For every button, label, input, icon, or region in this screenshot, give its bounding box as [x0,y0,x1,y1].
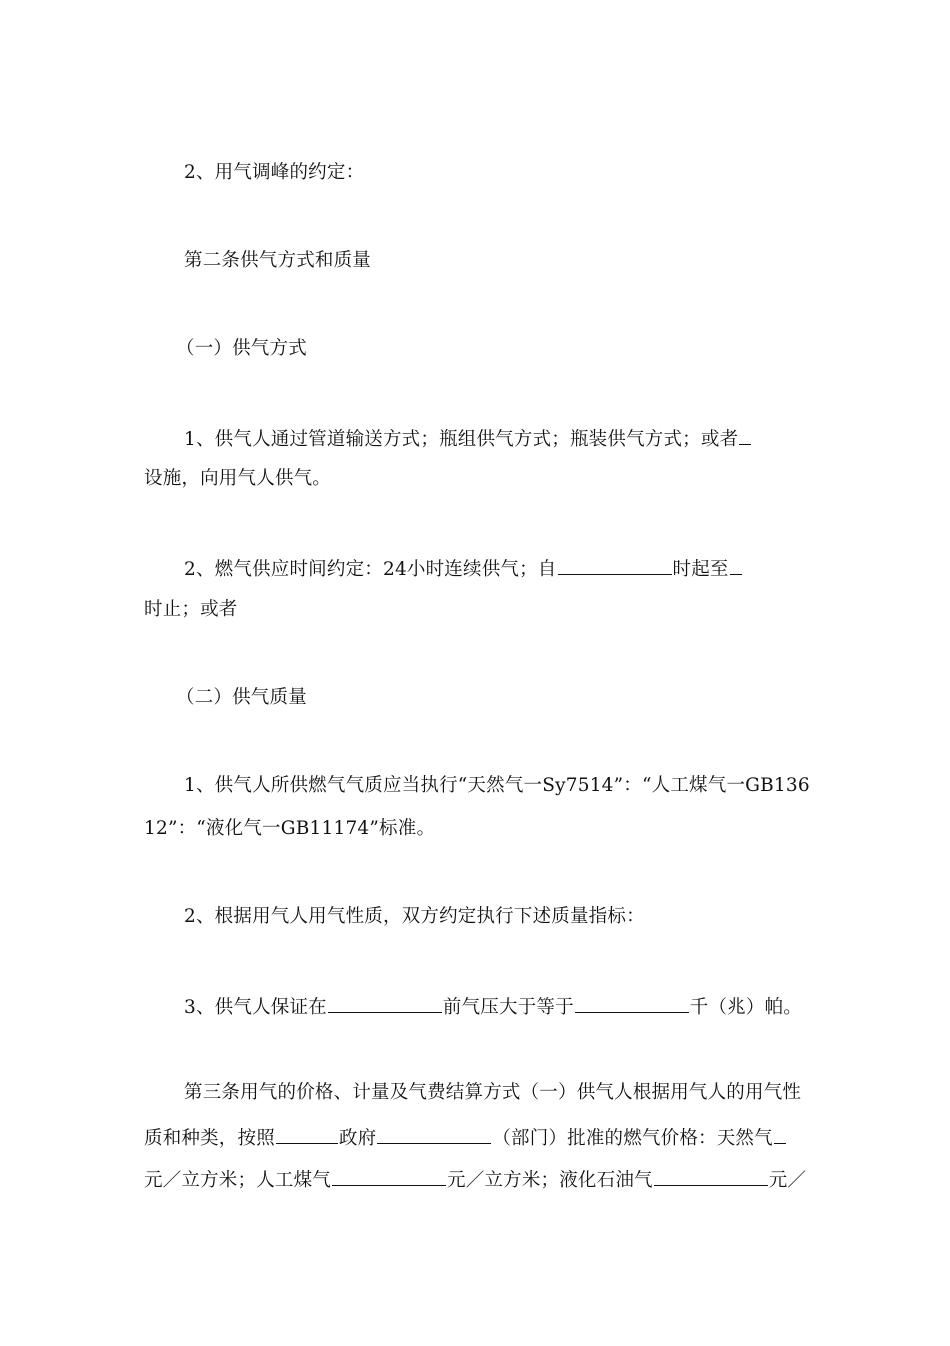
clause-pressure-text-c: 千（兆）帕。 [689,997,802,1018]
clause-supply-time-text-a: 2、燃气供应时间约定：24小时连续供气；自 [184,559,557,580]
fill-blank [730,555,742,575]
clause-peak-shaving-text: 2、用气调峰的约定： [184,162,365,183]
article-three-line3 [144,1166,806,1193]
clause-supply-time-line1 [184,555,743,582]
clause-pressure-text-b: 前气压大于等于 [442,997,574,1018]
article-two-heading [184,249,371,273]
fill-blank [332,1166,446,1186]
article-three-text2a: 质和种类，按照 [144,1128,275,1149]
clause-gas-standard-text2: 12”：“液化气一GB11174”标准。 [144,818,436,839]
article-three-text2b: 政府 [338,1128,377,1149]
clause-supply-method-text2: 设施，向用气人供气。 [144,468,332,489]
article-three-line1 [184,1081,801,1105]
clause-pressure-guarantee [184,993,802,1020]
article-three-text3a: 元／立方米；人工煤气 [144,1170,332,1191]
article-three-line2 [144,1124,787,1151]
article-three-text1: 第三条用气的价格、计量及气费结算方式（一）供气人根据用气人的用气性 [184,1082,802,1103]
clause-gas-standard-line2 [144,817,435,841]
fill-blank [558,555,672,575]
fill-blank [328,993,442,1013]
clause-peak-shaving [184,161,364,185]
clause-quality-indicators-text: 2、根据用气人用气性质，双方约定执行下述质量指标： [184,906,645,927]
fill-blank [774,1124,786,1144]
article-three-text2c: （部门）批准的燃气价格：天然气 [492,1128,773,1149]
clause-supply-time-line2 [144,598,238,622]
clause-gas-standard-line1 [184,774,810,798]
clause-quality-indicators [184,905,645,929]
clause-supply-time-text2: 时止；或者 [144,599,238,620]
fill-blank [654,1166,768,1186]
fill-blank [739,425,751,445]
clause-supply-method-line1 [184,425,752,452]
fill-blank [377,1124,491,1144]
section-supply-quality-heading [176,686,307,710]
clause-gas-standard-text1: 1、供气人所供燃气气质应当执行“天然气一Sy7514”：“人工煤气一GB136 [184,775,810,796]
section-supply-quality-text: （二）供气质量 [176,687,307,708]
fill-blank [276,1124,338,1144]
section-supply-method-heading [176,337,307,361]
article-two-heading-text: 第二条供气方式和质量 [184,250,372,271]
clause-supply-method-line2 [144,467,331,491]
clause-supply-time-text-b: 时起至 [672,559,729,580]
article-three-text3b: 元／立方米；液化石油气 [447,1170,653,1191]
clause-supply-method-text1: 1、供气人通过管道输送方式；瓶组供气方式；瓶装供气方式；或者 [184,429,739,450]
article-three-text3c: 元／ [768,1170,807,1191]
fill-blank [575,993,689,1013]
section-supply-method-text: （一）供气方式 [176,338,307,359]
clause-pressure-text-a: 3、供气人保证在 [184,997,327,1018]
